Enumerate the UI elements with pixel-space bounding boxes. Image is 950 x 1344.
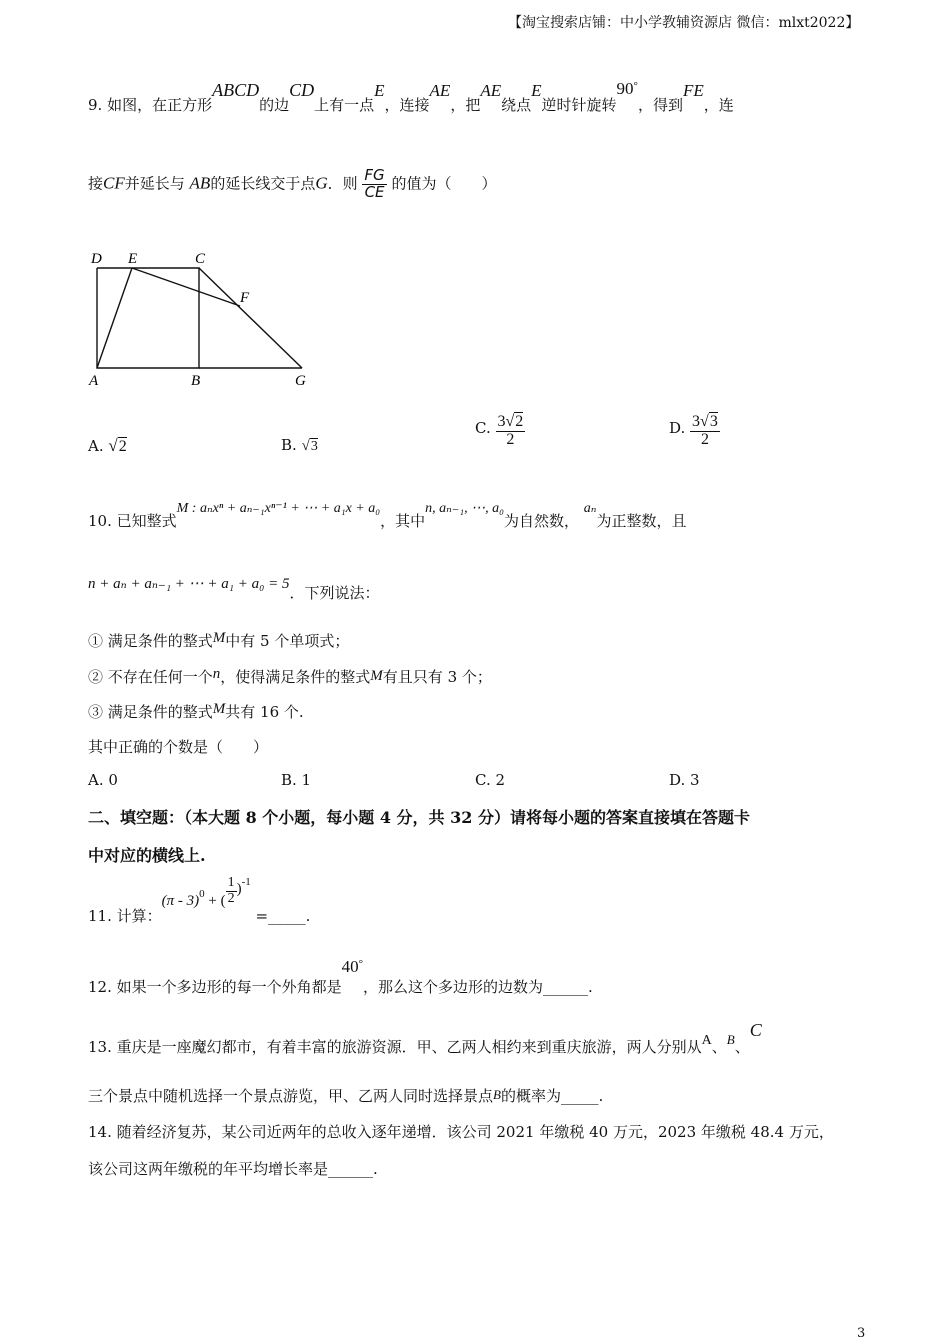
q9-angle: 90 [616, 79, 634, 98]
option-label: C. [475, 419, 491, 438]
q13-text: 13. 重庆是一座魔幻都市，有着丰富的旅游资源．甲、乙两人相约来到重庆旅游，两人分别从 [88, 1038, 702, 1056]
label-d: D [91, 251, 102, 267]
var-m: M [212, 630, 226, 646]
q12-angle: 40 [341, 957, 359, 976]
q11-expr: (π - 3) [161, 893, 200, 910]
q10-option-b: B. 1 [281, 771, 312, 789]
q9-point-e: E [374, 81, 385, 100]
q9-text: ．则 [327, 174, 358, 193]
var-m: M [370, 668, 383, 684]
point-b: B [493, 1087, 501, 1102]
q10-an: aₙ [583, 501, 597, 516]
q9-text: 的延长线交于点 [210, 174, 316, 193]
q10-text: ，其中 [380, 512, 426, 530]
q9-text: 9. 如图，在正方形 [88, 96, 213, 114]
q9-option-c [475, 414, 525, 449]
q9-text: ，把 [450, 96, 481, 114]
q9-ab: AB [189, 173, 211, 193]
header-note: 【淘宝搜索店铺：中小学教辅资源店 微信：mlxt2022】 [508, 15, 860, 31]
q9-point-g: G [315, 173, 328, 193]
q10-text: 中有 5 个单项式； [225, 632, 350, 650]
point-b: B [726, 1032, 735, 1047]
coef: 3 [497, 413, 506, 430]
exp: -1 [241, 876, 251, 889]
q11-fraction [226, 876, 237, 906]
q13-line1 [88, 1020, 762, 1060]
q14-line2: 该公司这两年缴税的年平均增长率是______. [88, 1160, 378, 1178]
q14-line1: 14. 随着经济复苏，某公司近两年的总收入逐年递增．该公司 2021 年缴税 40 万元，2023 年缴税 48.4 万元， [88, 1123, 834, 1141]
q10-text: ．下列说法： [289, 584, 380, 602]
option-label: A. [88, 437, 104, 455]
q9-square: ABCD [212, 80, 260, 100]
q10-line2 [88, 572, 380, 602]
option-label: B. [281, 436, 297, 454]
q11-plus: + ( [204, 893, 226, 910]
denominator: 2 [506, 430, 515, 448]
frac-den: 2 [227, 890, 235, 906]
sep: 、 [711, 1038, 727, 1056]
q10-vars: n, aₙ₋₁, ⋯, a₀ [425, 501, 504, 516]
var-n: n [212, 666, 221, 682]
q10-text: ③ 满足条件的整式 [88, 703, 213, 721]
square-abcd [97, 268, 199, 368]
q9-line2 [88, 168, 496, 201]
segment-cg [199, 268, 302, 368]
q9-fraction [362, 168, 386, 201]
option-c-fraction: $\frac{3√2}{2}$ [497, 413, 524, 448]
q9-text: 上有一点 [314, 96, 375, 114]
q10-option-d: D. 3 [669, 771, 700, 789]
q11 [88, 876, 310, 926]
q13-line2 [88, 1085, 603, 1106]
q10-text: 10. 已知整式 [88, 512, 177, 530]
label-f: F [240, 290, 250, 306]
q9-text: 逆时针旋转 [541, 96, 617, 114]
degree-symbol: ° [358, 958, 364, 970]
q9-text: 接 [88, 174, 104, 193]
q9-text: 绕点 [501, 96, 532, 114]
q10-statement-3 [88, 701, 304, 722]
q9-text: 的边 [259, 96, 290, 114]
label-e: E [128, 251, 138, 267]
q10-option-a: A. 0 [88, 771, 118, 789]
q9-side: CD [289, 80, 315, 100]
q12-text: ，那么这个多边形的边数为______. [363, 978, 593, 996]
point-c: C [749, 1020, 762, 1040]
point-a: A [701, 1033, 712, 1048]
section2-heading: 二、填空题：（本大题 8 个小题，每小题 4 分，共 32 分）请将每小题的答案直接填在答题卡 [88, 808, 750, 827]
frac-den: CE [364, 182, 385, 201]
q10-ask: 其中正确的个数是（ ） [88, 738, 269, 756]
q10-text: 为正整数，且 [596, 512, 687, 530]
q9-text: ，得到 [637, 96, 683, 114]
q10-option-c: C. 2 [475, 771, 506, 789]
q10-condition: n + aₙ + aₙ₋₁ + ⋯ + a₁ + a₀ = 5 [88, 576, 290, 592]
sep: 、 [734, 1038, 750, 1056]
segment-ae [97, 268, 132, 368]
q9-option-b: B. √3 [281, 436, 318, 454]
var-m: M [212, 701, 226, 717]
radicand: 3 [310, 439, 318, 454]
q9-text: 的值为（ ） [391, 174, 497, 193]
q13-text: 的概率为_____. [500, 1087, 604, 1105]
q10-statement-1 [88, 630, 349, 651]
label-c: C [195, 251, 206, 267]
degree-symbol: ° [633, 80, 638, 92]
label-a: A [89, 373, 99, 389]
q10-text: ① 满足条件的整式 [88, 632, 213, 650]
q9-fe: FE [682, 81, 704, 100]
radicand: 2 [515, 413, 524, 430]
q9-line1 [88, 80, 734, 120]
q10-text: 共有 16 个. [225, 703, 304, 721]
option-label: D. [669, 419, 686, 438]
denominator: 2 [700, 430, 709, 448]
q10-line1 [88, 496, 687, 530]
q9-option-d [669, 414, 720, 449]
coef: 3 [692, 413, 701, 430]
q11-close: ) [236, 881, 242, 898]
q9-point-e: E [531, 81, 542, 100]
q10-text: ，使得满足条件的整式 [220, 668, 371, 686]
q10-polynomial: M : aₙxⁿ + aₙ₋₁xⁿ⁻¹ + ⋯ + a₁x + a₀ [176, 501, 381, 516]
frac-num: FG [364, 166, 385, 184]
q9-option-a: A. √2 [88, 436, 127, 455]
radicand: 3 [709, 413, 718, 430]
q9-text: ，连接 [384, 96, 430, 114]
q11-text: 11. 计算： [88, 907, 162, 926]
q9-cf: CF [103, 173, 125, 193]
q9-ae: AE [429, 81, 451, 100]
q10-text: ② 不存在任何一个 [88, 668, 213, 686]
q9-text: ，连 [703, 96, 734, 114]
q10-statement-2 [88, 666, 492, 687]
q9-figure [84, 244, 324, 394]
radicand: 2 [118, 438, 127, 455]
q12 [88, 958, 593, 998]
segment-ef [132, 268, 240, 306]
frac-num: 1 [227, 875, 235, 890]
label-b: B [191, 373, 201, 389]
page-number: 3 [857, 1326, 866, 1341]
section2-heading-cont: 中对应的横线上. [88, 846, 206, 865]
q9-text: 并延长与 [124, 174, 185, 193]
q9-ae: AE [480, 81, 502, 100]
exp: 0 [199, 888, 205, 901]
q12-text: 12. 如果一个多边形的每一个外角都是 [88, 978, 342, 996]
q11-text: =_____. [250, 907, 311, 926]
q10-text: 有且只有 3 个； [382, 668, 492, 686]
label-g: G [295, 373, 306, 389]
q13-text: 三个景点中随机选择一个景点游览，甲、乙两人同时选择景点 [88, 1087, 494, 1105]
q10-text: 为自然数， [503, 512, 579, 530]
option-d-fraction: $\frac{3√3}{2}$ [692, 413, 718, 448]
